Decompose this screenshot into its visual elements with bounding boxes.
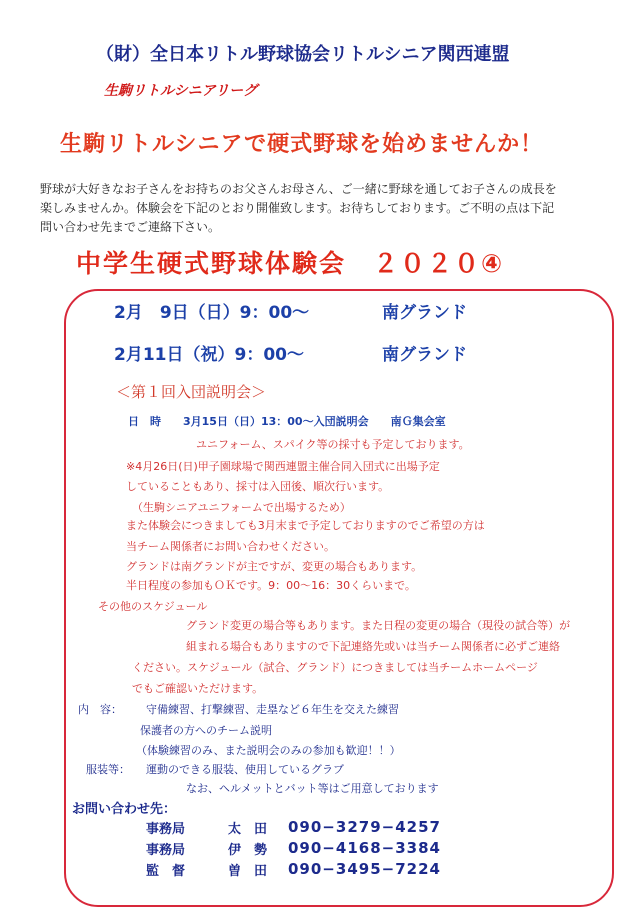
briefing-heading: ＜第１回入団説明会＞ xyxy=(116,383,267,401)
briefing-line: また体験会につきましても3月末まで予定しておりますのでご希望の方は xyxy=(126,519,485,532)
clothing-label: 服装等： xyxy=(86,763,130,776)
contact-phone: 090−3495−7224 xyxy=(288,860,441,878)
clothing-line: 運動のできる服装、使用しているグラブ xyxy=(146,763,344,776)
content-line: 守備練習、打撃練習、走塁など６年生を交えた練習 xyxy=(146,703,399,716)
organization-title: （財）全日本リトル野球協会リトルシニア関西連盟 xyxy=(96,44,510,65)
contact-role: 事務局 xyxy=(146,822,186,837)
league-name: 生駒リトルシニアリーグ xyxy=(104,83,258,99)
schedule-line: でもご確認いただけます。 xyxy=(132,682,264,695)
contact-phone: 090−3279−4257 xyxy=(288,818,441,836)
headline: 生駒リトルシニアで硬式野球を始めませんか！ xyxy=(60,132,544,157)
contact-name: 太 田 xyxy=(228,822,268,837)
contact-role: 事務局 xyxy=(146,843,186,858)
date-place: 南グランド xyxy=(382,345,467,365)
date-when: 2月 9日（日）9：00～ xyxy=(114,303,310,323)
intro-line: 問い合わせ先までご連絡下さい。 xyxy=(40,220,221,234)
schedule-line: グランド変更の場合等もあります。また日程の変更の場合（現役の試合等）が xyxy=(186,619,571,632)
briefing-line: ユニフォーム、スパイク等の採寸も予定しております。 xyxy=(196,438,470,451)
contact-role: 監 督 xyxy=(146,864,186,879)
contact-title: お問い合わせ先： xyxy=(72,802,177,817)
intro-paragraph xyxy=(40,180,610,237)
date-place: 南グランド xyxy=(382,303,467,323)
schedule-heading: その他のスケジュール xyxy=(98,600,208,613)
clothing-line: なお、ヘルメットとバット等はご用意しております xyxy=(186,782,439,795)
contact-row xyxy=(146,860,441,879)
briefing-line: 当チーム関係者にお問い合わせください。 xyxy=(126,540,335,553)
content-line: （体験練習のみ、また説明会のみの参加も歓迎！！） xyxy=(136,744,401,757)
contact-name: 曽 田 xyxy=(228,864,268,879)
intro-line: 野球が大好きなお子さんをお持ちのお父さんお母さん、ご一緒に野球を通してお子さんの成長を xyxy=(40,182,557,196)
briefing-line: ※4月26日(日)甲子園球場で関西連盟主催合同入団式に出場予定 xyxy=(126,460,440,473)
schedule-line: 組まれる場合もありますので下記連絡先或いは当チーム関係者に必ずご連絡 xyxy=(186,640,560,653)
event-title: 中学生硬式野球体験会 ２０２０④ xyxy=(76,249,505,278)
briefing-line: していることもあり、採寸は入団後、順次行います。 xyxy=(126,480,390,493)
schedule-line: ください。スケジュール（試合、グランド）につきましては当チームホームページ xyxy=(132,661,538,674)
content-line: 保護者の方へのチーム説明 xyxy=(140,724,272,737)
intro-line: 楽しみませんか。体験会を下記のとおり開催致します。お待ちしております。ご不明の点は下記 xyxy=(40,201,555,215)
date-row xyxy=(114,340,467,365)
contact-phone: 090−4168−3384 xyxy=(288,839,441,857)
date-when: 2月11日（祝）9：00～ xyxy=(114,345,304,365)
briefing-line: 半日程度の参加もＯＫです。9：00～16：30くらいまで。 xyxy=(126,579,416,592)
date-row xyxy=(114,298,467,323)
briefing-line: 日 時 3月15日（日）13：00～入団説明会 南Ｇ集会室 xyxy=(128,415,446,428)
briefing-line: グランドは南グランドが主ですが、変更の場合もあります。 xyxy=(126,560,423,573)
content-label: 内 容： xyxy=(78,703,122,716)
contact-row xyxy=(146,839,441,858)
contact-row xyxy=(146,818,441,837)
contact-name: 伊 勢 xyxy=(228,843,268,858)
briefing-line: （生駒シニアユニフォームで出場するため） xyxy=(132,501,351,514)
